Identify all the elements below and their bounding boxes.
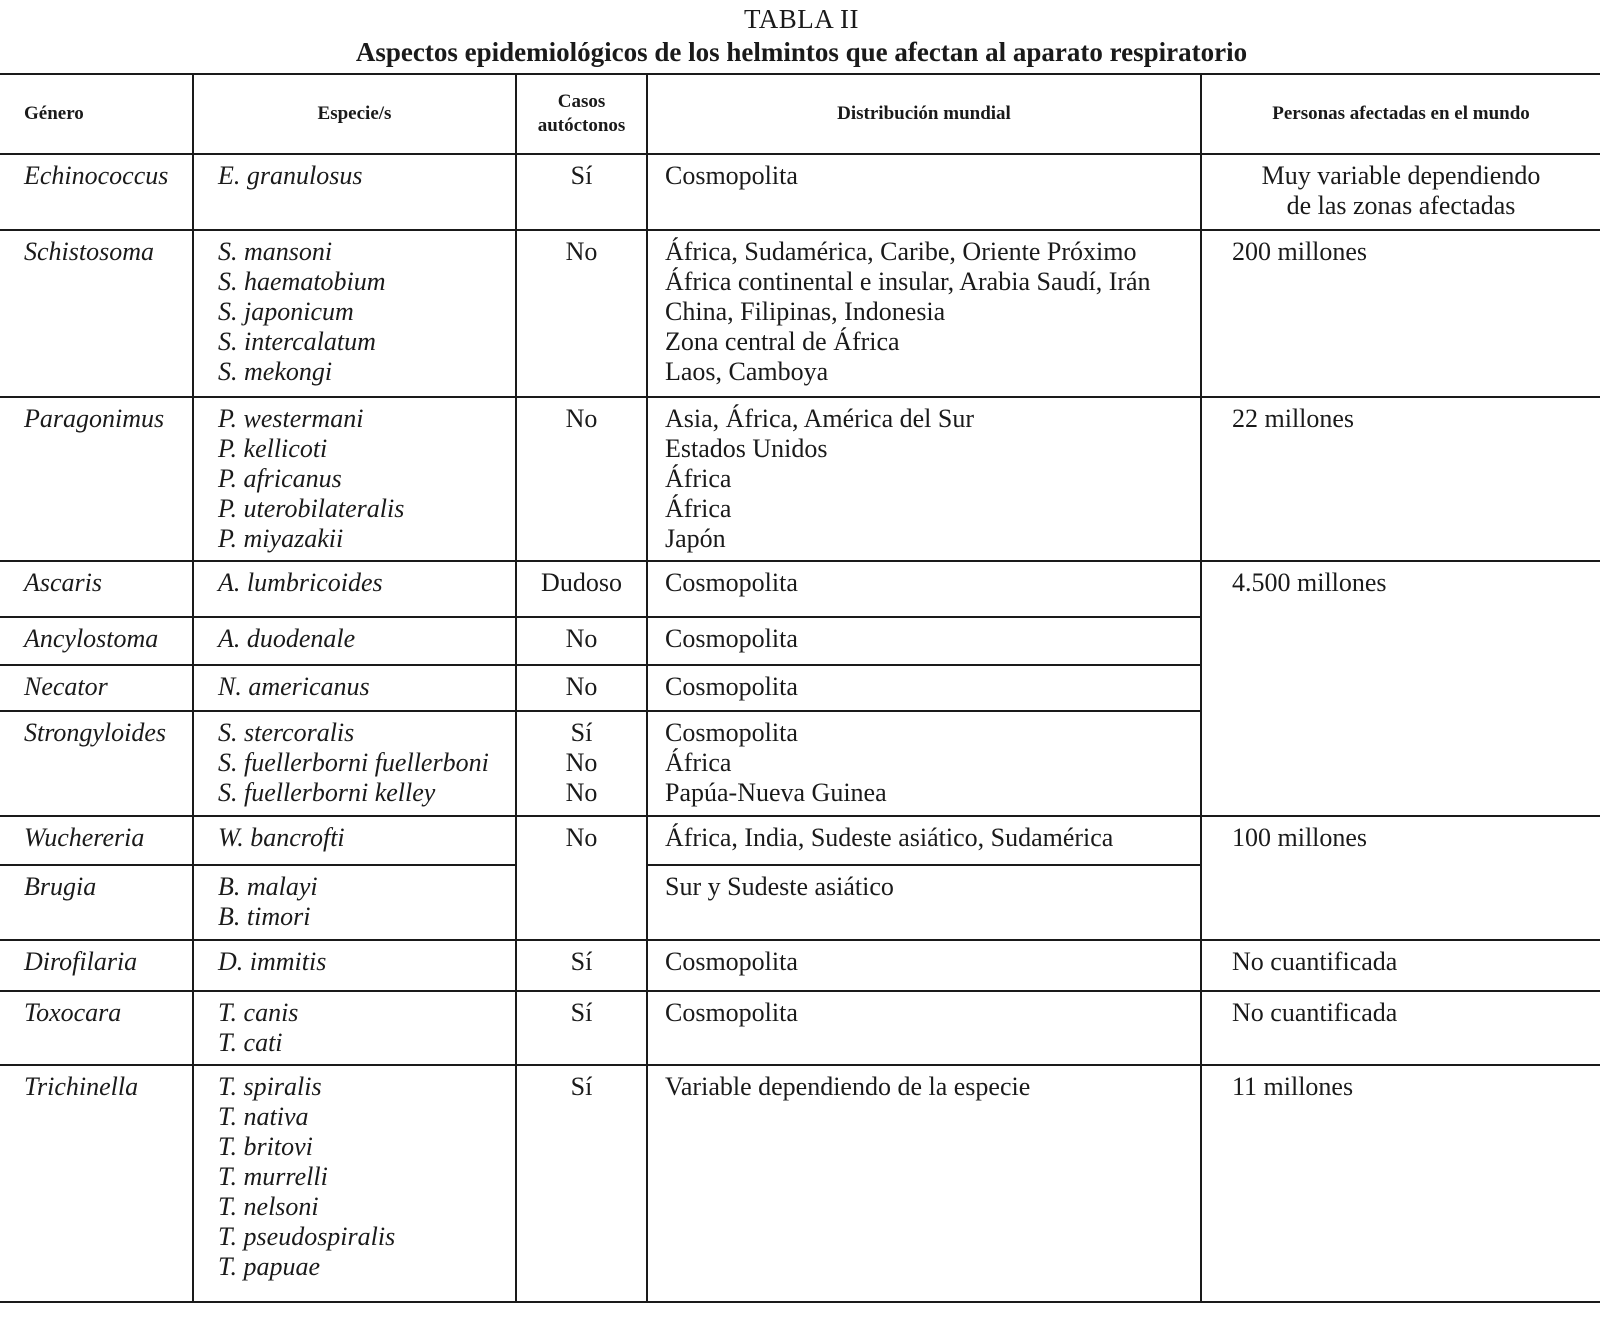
species-cell-line: A. lumbricoides [218, 568, 383, 597]
affected-cell [1201, 154, 1600, 230]
distribution-cell-line: África continental e insular, Arabia Saudí, Irán [665, 267, 1151, 296]
distribution-cell-line: Papúa-Nueva Guinea [665, 778, 887, 807]
genus-cell: Schistosoma [0, 230, 193, 397]
autochthonous-cell [516, 940, 647, 991]
species-cell [193, 154, 516, 230]
table-row [0, 230, 1600, 397]
autochthonous-cell-line: Sí [570, 947, 593, 976]
distribution-cell-line: Cosmopolita [665, 947, 798, 976]
autochthonous-cell-line: No [565, 672, 598, 701]
species-cell-line: T. murrelli [218, 1162, 328, 1191]
table-row [0, 940, 1600, 991]
autochthonous-cell [516, 397, 647, 561]
autochthonous-cell-line: Sí [570, 998, 593, 1027]
autochthonous-cell [516, 230, 647, 397]
distribution-cell-line: Cosmopolita [665, 998, 798, 1027]
distribution-cell-line: Variable dependiendo de la especie [665, 1072, 1031, 1101]
autochthonous-cell [516, 991, 647, 1065]
species-cell-line: P. africanus [218, 464, 342, 493]
affected-cell [1201, 991, 1600, 1065]
species-cell-line: P. westermani [218, 404, 364, 433]
affected-cell-line: 22 millones [1232, 404, 1355, 433]
autochthonous-cell-line: Sí [570, 161, 593, 190]
species-cell-line: S. mekongi [218, 357, 333, 386]
species-cell [193, 1065, 516, 1302]
species-cell [193, 561, 516, 617]
distribution-cell-line: Cosmopolita [665, 624, 798, 653]
autochthonous-cell [516, 816, 647, 940]
autochthonous-cell-line: No [565, 237, 598, 266]
distribution-cell-line: Sur y Sudeste asiático [665, 872, 894, 901]
distribution-cell-line: Cosmopolita [665, 568, 798, 597]
distribution-cell-line: África, India, Sudeste asiático, Sudamérica [665, 823, 1114, 852]
species-cell [193, 665, 516, 711]
species-cell-line: E. granulosus [218, 161, 363, 190]
autochthonous-cell [516, 154, 647, 230]
affected-cell-line: No cuantificada [1232, 998, 1398, 1027]
genus-cell: Paragonimus [0, 397, 193, 561]
species-cell-line: B. timori [218, 902, 311, 931]
helminths-table [0, 73, 1600, 1303]
header-row [0, 74, 1600, 154]
distribution-cell [647, 865, 1201, 940]
species-cell [193, 940, 516, 991]
header-autochthonous [516, 74, 647, 154]
autochthonous-cell [516, 617, 647, 665]
species-cell-line: N. americanus [218, 672, 370, 701]
distribution-cell-line: Cosmopolita [665, 161, 798, 190]
distribution-cell [647, 561, 1201, 617]
affected-cell [1201, 230, 1600, 397]
distribution-cell-line: África [665, 748, 732, 777]
species-cell-line: S. fuellerborni fuellerboni [218, 748, 489, 777]
header-affected: Personas afectadas en el mundo [1201, 74, 1600, 154]
distribution-cell-line: Japón [665, 524, 726, 553]
genus-cell: Necator [0, 665, 193, 711]
genus-cell: Dirofilaria [0, 940, 193, 991]
species-cell-line: S. japonicum [218, 297, 354, 326]
autochthonous-cell-line: Sí [570, 718, 593, 747]
species-cell-line: S. intercalatum [218, 327, 376, 356]
autochthonous-cell [516, 1065, 647, 1302]
distribution-cell [647, 711, 1201, 816]
genus-cell: Brugia [0, 865, 193, 940]
species-cell-line: W. bancrofti [218, 823, 345, 852]
species-cell-line: P. uterobilateralis [218, 494, 405, 523]
autochthonous-cell-line: No [565, 778, 598, 807]
species-cell-line: S. mansoni [218, 237, 333, 266]
genus-cell: Strongyloides [0, 711, 193, 816]
species-cell-line: S. stercoralis [218, 718, 355, 747]
affected-cell [1201, 397, 1600, 561]
header-autochthonous-line: Casos [557, 91, 606, 112]
distribution-cell [647, 991, 1201, 1065]
autochthonous-cell [516, 561, 647, 617]
distribution-cell [647, 230, 1201, 397]
species-cell-line: T. pseudospiralis [218, 1222, 396, 1251]
distribution-cell [647, 154, 1201, 230]
distribution-cell-line: Cosmopolita [665, 672, 798, 701]
species-cell-line: T. spiralis [218, 1072, 322, 1101]
affected-cell [1201, 561, 1600, 816]
genus-cell: Trichinella [0, 1065, 193, 1302]
distribution-cell-line: China, Filipinas, Indonesia [665, 297, 946, 326]
table-row [0, 397, 1600, 561]
table-row [0, 561, 1600, 617]
distribution-cell [647, 617, 1201, 665]
autochthonous-cell-line: Dudoso [541, 568, 622, 597]
species-cell-line: P. miyazakii [218, 524, 344, 553]
distribution-cell [647, 1065, 1201, 1302]
species-cell-line: P. kellicoti [218, 434, 328, 463]
table-title-block [0, 2, 1603, 68]
table-title: TABLA II [743, 4, 860, 34]
header-species: Especie/s [193, 74, 516, 154]
header-autochthonous-line: autóctonos [537, 115, 626, 136]
affected-cell-line: 200 millones [1232, 237, 1368, 266]
distribution-cell [647, 397, 1201, 561]
distribution-cell-line: Laos, Camboya [665, 357, 829, 386]
genus-cell: Toxocara [0, 991, 193, 1065]
header-distribution: Distribución mundial [647, 74, 1201, 154]
header-genus: Género [0, 74, 193, 154]
species-cell [193, 991, 516, 1065]
genus-cell: Echinococcus [0, 154, 193, 230]
species-cell-line: B. malayi [218, 872, 318, 901]
distribution-cell-line: Cosmopolita [665, 718, 798, 747]
affected-cell-line: 11 millones [1232, 1072, 1354, 1101]
table-row [0, 991, 1600, 1065]
affected-cell-line: de las zonas afectadas [1286, 191, 1516, 220]
autochthonous-cell [516, 665, 647, 711]
distribution-cell [647, 665, 1201, 711]
table-row [0, 1065, 1600, 1302]
distribution-cell-line: África [665, 464, 732, 493]
distribution-cell-line: Asia, África, América del Sur [665, 404, 975, 433]
autochthonous-cell-line: No [565, 624, 598, 653]
species-cell-line: T. britovi [218, 1132, 313, 1161]
autochthonous-cell-line: No [565, 748, 598, 777]
genus-cell: Ascaris [0, 561, 193, 617]
table-body [0, 154, 1600, 1302]
table-row [0, 816, 1600, 865]
genus-cell: Wuchereria [0, 816, 193, 865]
affected-cell-line: 100 millones [1232, 823, 1368, 852]
autochthonous-cell-line: Sí [570, 1072, 593, 1101]
species-cell [193, 865, 516, 940]
species-cell-line: S. fuellerborni kelley [218, 778, 436, 807]
table-subtitle: Aspectos epidemiológicos de los helmintos que afectan al aparato respiratorio [355, 37, 1248, 67]
distribution-cell [647, 816, 1201, 865]
species-cell [193, 397, 516, 561]
distribution-cell [647, 940, 1201, 991]
distribution-cell-line: Zona central de África [665, 327, 900, 356]
affected-cell [1201, 816, 1600, 940]
genus-cell: Ancylostoma [0, 617, 193, 665]
species-cell-line: T. canis [218, 998, 299, 1027]
species-cell-line: T. papuae [218, 1252, 321, 1281]
distribution-cell-line: África, Sudamérica, Caribe, Oriente Próximo [665, 237, 1137, 266]
species-cell [193, 711, 516, 816]
species-cell-line: T. nelsoni [218, 1192, 319, 1221]
distribution-cell-line: África [665, 494, 732, 523]
species-cell [193, 816, 516, 865]
species-cell-line: S. haematobium [218, 267, 386, 296]
species-cell-line: D. immitis [218, 947, 327, 976]
species-cell-line: T. cati [218, 1028, 283, 1057]
affected-cell [1201, 940, 1600, 991]
autochthonous-cell [516, 711, 647, 816]
affected-cell-line: No cuantificada [1232, 947, 1398, 976]
species-cell [193, 617, 516, 665]
affected-cell-line: Muy variable dependiendo [1261, 161, 1541, 190]
species-cell-line: T. nativa [218, 1102, 309, 1131]
species-cell-line: A. duodenale [218, 624, 356, 653]
autochthonous-cell-line: No [565, 404, 598, 433]
affected-cell-line: 4.500 millones [1232, 568, 1387, 597]
table-row [0, 154, 1600, 230]
species-cell [193, 230, 516, 397]
autochthonous-cell-line: No [565, 823, 598, 852]
distribution-cell-line: Estados Unidos [665, 434, 828, 463]
affected-cell [1201, 1065, 1600, 1302]
